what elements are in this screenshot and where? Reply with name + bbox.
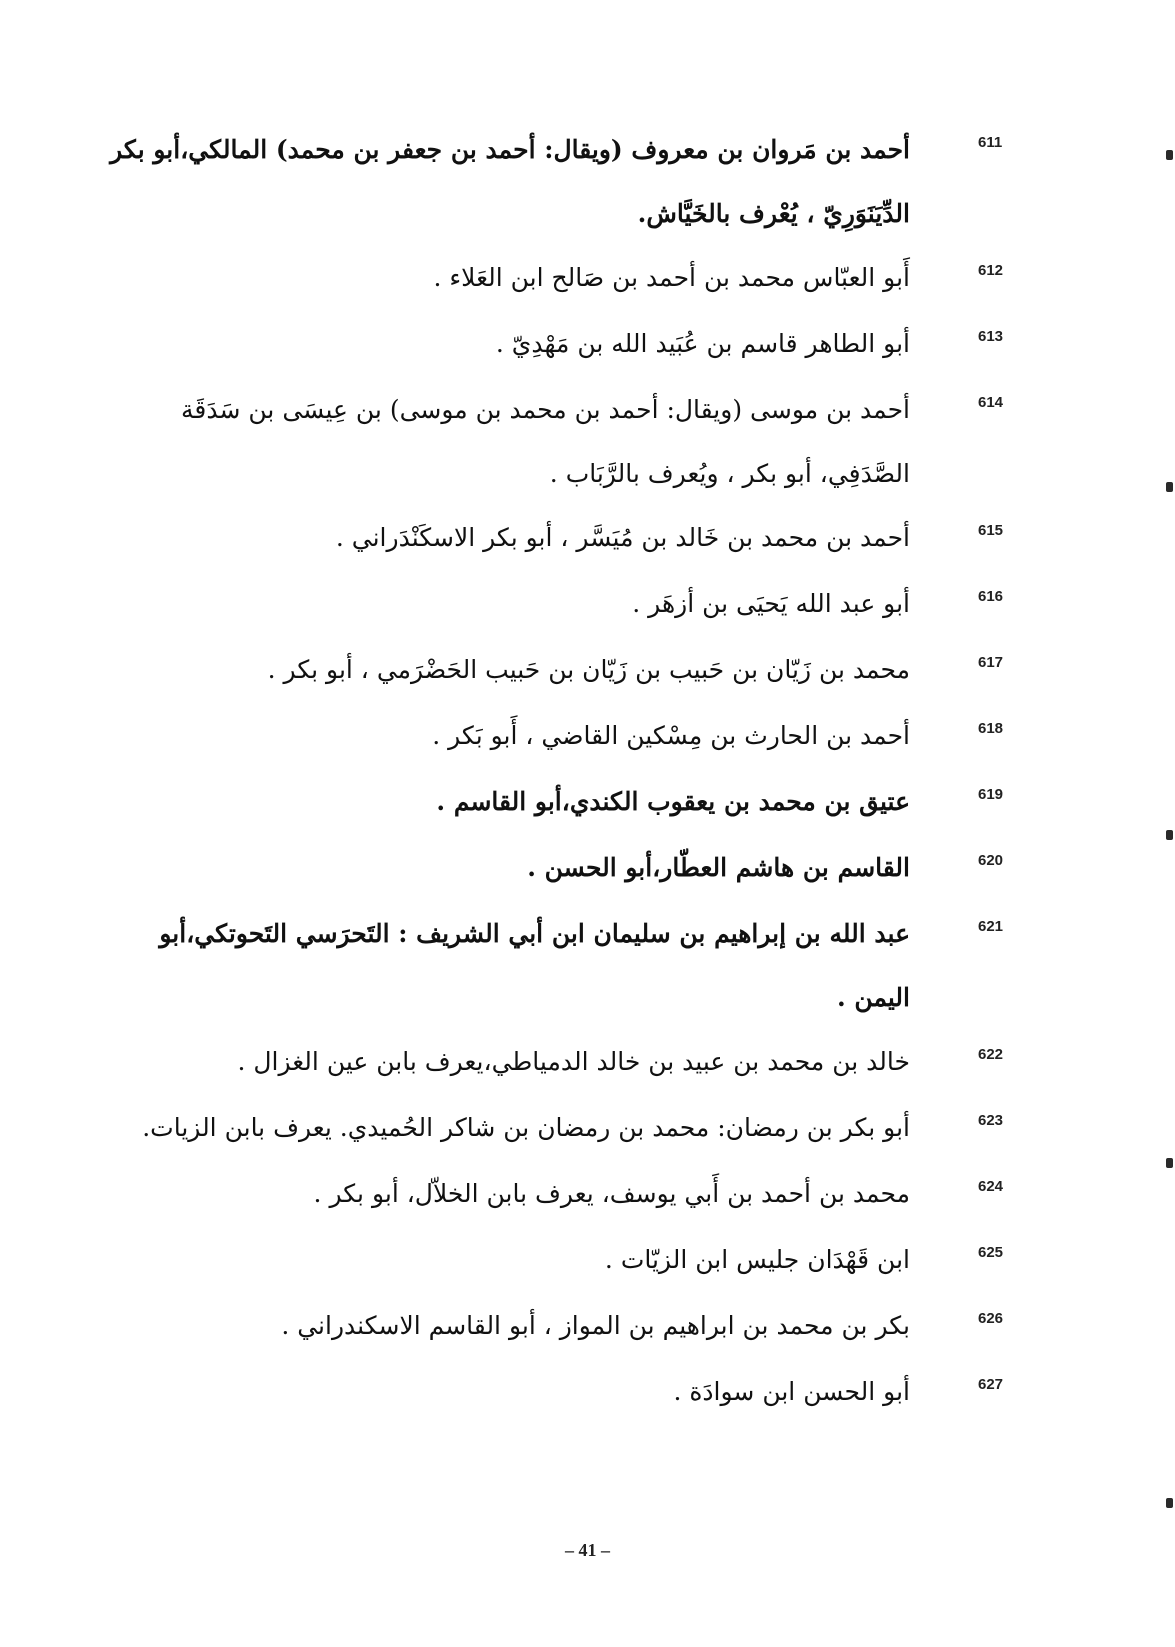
entry [110, 1096, 1030, 1162]
entry [110, 704, 1030, 770]
entry-text: عبد الله بن إبراهيم بن سليمان ابن أبي الشريف : التَحرَسي التَحوتكي،أبو اليمن . [159, 919, 910, 1012]
entry-text: عتيق بن محمد بن يعقوب الكندي،أبو القاسم . [436, 787, 910, 816]
entry [110, 506, 1030, 572]
entry-number: 618 [978, 720, 1004, 737]
entry-number: 625 [978, 1244, 1004, 1261]
entry-text: أبو بكر بن رمضان: محمد بن رمضان بن شاكر الحُميدي. يعرف بابن الزيات. [142, 1113, 910, 1142]
entry-number: 611 [978, 134, 1003, 151]
entry-number: 614 [978, 394, 1004, 411]
entry-number: 616 [978, 588, 1004, 605]
scan-edge-mark [1166, 830, 1173, 840]
entry-text: أَبو العبّاس محمد بن أحمد بن صَالح ابن العَلاء . [433, 263, 910, 292]
entry-text: أبو الطاهر قاسم بن عُبَيد الله بن مَهْدِيّ . [495, 329, 910, 358]
entry-text: القاسم بن هاشم العطّار،أبو الحسن . [527, 853, 910, 882]
entry-number: 623 [978, 1112, 1004, 1129]
scan-edge-mark [1166, 1498, 1173, 1508]
entry-text: أبو الحسن ابن سوادَة . [673, 1377, 910, 1406]
entry-number: 626 [978, 1310, 1004, 1327]
scan-edge-mark [1166, 150, 1173, 160]
entry-number: 621 [978, 918, 1004, 935]
entry-text: ابن قَهْدَان جليس ابن الزيّات . [604, 1245, 910, 1274]
entry-text: أبو عبد الله يَحيَى بن أزهَر . [632, 589, 910, 618]
entry [110, 1228, 1030, 1294]
entry-number: 619 [978, 786, 1004, 803]
entry [110, 378, 1030, 506]
scan-edge-mark [1166, 1158, 1173, 1168]
entry [110, 1360, 1030, 1426]
entry [110, 770, 1030, 836]
entry [110, 246, 1030, 312]
entry-text: محمد بن زَيّان بن حَبيب بن زَيّان بن حَبيب الحَضْرَمي ، أبو بكر . [267, 655, 910, 684]
entry-text: أحمد بن موسى (ويقال: أحمد بن محمد بن موسى) بن عِيسَى بن سَدَقَة الصَّدَفِي، أبو بكر ، ويُعرف بالرَّبَاب . [181, 395, 910, 488]
entry [110, 902, 1030, 1030]
entry-number: 617 [978, 654, 1004, 671]
entry-text: بكر بن محمد بن ابراهيم بن المواز ، أبو القاسم الاسكندراني . [281, 1311, 910, 1340]
entry [110, 572, 1030, 638]
scan-edge-mark [1166, 482, 1173, 492]
entry-text: خالد بن محمد بن عبيد بن خالد الدمياطي،يعرف بابن عين الغزال . [237, 1047, 910, 1076]
entry [110, 118, 1030, 246]
entry-text: أحمد بن محمد بن خَالد بن مُيَسَّر ، أبو بكر الاسكَنْدَراني . [335, 523, 910, 552]
entry [110, 1030, 1030, 1096]
entry [110, 638, 1030, 704]
entry [110, 312, 1030, 378]
entry-number: 613 [978, 328, 1004, 345]
entry-number: 627 [978, 1376, 1004, 1393]
entry-number: 624 [978, 1178, 1004, 1195]
entry [110, 1162, 1030, 1228]
entry [110, 1294, 1030, 1360]
entry-number: 622 [978, 1046, 1004, 1063]
entry [110, 836, 1030, 902]
entry-number: 620 [978, 852, 1004, 869]
entry-text: أحمد بن الحارث بن مِسْكين القاضي ، أَبو بَكر . [432, 721, 910, 750]
entry-number: 615 [978, 522, 1004, 539]
entry-text: أحمد بن مَروان بن معروف (ويقال: أحمد بن جعفر بن محمد) المالكي،أبو بكر الدِّيَنَوَرِيّ ، يُعْرف بالخَيَّاش. [110, 135, 910, 228]
page-number: – 41 – [565, 1540, 610, 1560]
entry-text: محمد بن أحمد بن أَبي يوسف، يعرف بابن الخلاّل، أبو بكر . [313, 1179, 910, 1208]
entry-list [110, 118, 1030, 1426]
entry-number: 612 [978, 262, 1004, 279]
